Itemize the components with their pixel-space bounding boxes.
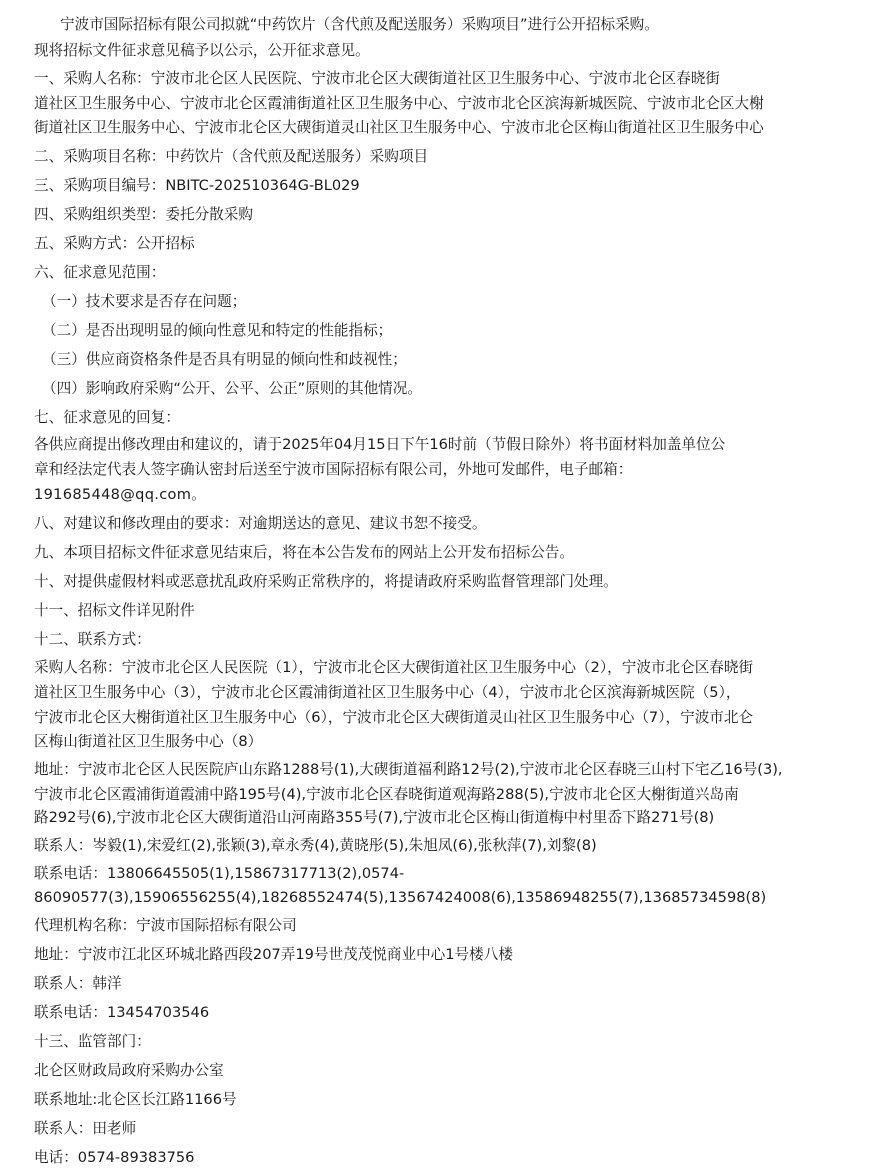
purchaser-address-line: 路292号(6),宁波市北仑区大碶街道沿山河南路355号(7),宁波市北仑区梅山街道梅中村里岙下路271号(8) [34, 809, 715, 826]
agency-contact: 联系人：韩洋 [34, 975, 122, 992]
reply-line: 章和经法定代表人签字确认密封后送至宁波市国际招标有限公司，外地可发邮件，电子邮箱： [34, 461, 633, 478]
reply-email: 191685448@qq.com。 [34, 486, 207, 503]
purchaser-names-line: 一、采购人名称：宁波市北仑区人民医院、宁波市北仑区大碶街道社区卫生服务中心、宁波市北仑区春晓街 [34, 70, 720, 87]
purchaser-contacts: 联系人：岑毅(1),宋爱红(2),张颖(3),章永秀(4),黄晓彤(5),朱旭凤(6),张秋萍(7),刘黎(8) [34, 837, 597, 854]
requirements-line: 八、对建议和修改理由的要求：对逾期送达的意见、建议书恕不接受。 [34, 515, 487, 532]
purchaser-contact-line: 宁波市北仑区大榭街道社区卫生服务中心（6），宁波市北仑区大碶街道灵山社区卫生服务中心（7），宁波市北仑 [34, 709, 754, 726]
attachment-line: 十一、招标文件详见附件 [34, 602, 195, 619]
intro-line: 宁波市国际招标有限公司拟就“中药饮片（含代煎及配送服务）采购项目”进行公开招标采购。 [60, 16, 659, 33]
false-material-line: 十、对提供虚假材料或恶意扰乱政府采购正常秩序的，将提请政府采购监督管理部门处理。 [34, 573, 618, 590]
consultation-scope-item: （二）是否出现明显的倾向性意见和特定的性能指标； [42, 322, 393, 339]
supervision-dept: 北仑区财政局政府采购办公室 [34, 1062, 224, 1079]
consultation-scope-item: （三）供应商资格条件是否具有明显的倾向性和歧视性； [42, 351, 407, 368]
intro-line: 现将招标文件征求意见稿予以公示，公开征求意见。 [34, 42, 370, 59]
purchaser-phones: 86090577(3),15906556255(4),18268552474(5),13567424008(6),13586948255(7),13685734598(8) [34, 889, 767, 906]
consultation-scope-item: （一）技术要求是否存在问题； [42, 293, 247, 310]
supervision-heading: 十三、监管部门： [34, 1033, 151, 1050]
organization-type: 四、采购组织类型：委托分散采购 [34, 206, 253, 223]
purchaser-names-line: 道社区卫生服务中心、宁波市北仑区霞浦街道社区卫生服务中心、宁波市北仑区滨海新城医院、宁波市北仑区大榭 [34, 95, 764, 112]
supervision-address: 联系地址:北仑区长江路1166号 [34, 1091, 237, 1108]
agency-phone: 联系电话：13454703546 [34, 1004, 210, 1021]
purchaser-contact-line: 采购人名称：宁波市北仑区人民医院（1），宁波市北仑区大碶街道社区卫生服务中心（2），宁波市北仑区春晓街 [34, 659, 754, 676]
consultation-scope-heading: 六、征求意见范围： [34, 264, 166, 281]
purchaser-address-line: 宁波市北仑区霞浦街道霞浦中路195号(4),宁波市北仑区春晓街道观海路288(5),宁波市北仑区大榭街道兴岛南 [34, 786, 739, 803]
agency-name: 代理机构名称：宁波市国际招标有限公司 [34, 917, 297, 934]
purchaser-names-line: 街道社区卫生服务中心、宁波市北仑区大碶街道灵山社区卫生服务中心、宁波市北仑区梅山街道社区卫生服务中心 [34, 119, 764, 136]
purchaser-contact-line: 道社区卫生服务中心（3），宁波市北仑区霞浦街道社区卫生服务中心（4），宁波市北仑区滨海新城医院（5）， [34, 684, 741, 701]
contact-heading: 十二、联系方式： [34, 631, 151, 648]
purchaser-phones: 联系电话：13806645505(1),15867317713(2),0574- [34, 865, 405, 882]
reply-heading: 七、征求意见的回复： [34, 409, 180, 426]
purchaser-address-line: 地址：宁波市北仑区人民医院庐山东路1288号(1),大碶街道福利路12号(2),宁波市北仑区春晓三山村下宅乙16号(3), [34, 761, 783, 778]
procurement-method: 五、采购方式：公开招标 [34, 235, 195, 252]
supervision-phone: 电话：0574-89383756 [34, 1149, 195, 1166]
project-name: 二、采购项目名称：中药饮片（含代煎及配送服务）采购项目 [34, 148, 429, 165]
agency-address: 地址：宁波市江北区环城北路西段207弄19号世茂茂悦商业中心1号楼八楼 [34, 946, 513, 963]
purchaser-contact-line: 区梅山街道社区卫生服务中心（8） [34, 733, 263, 750]
publication-line: 九、本项目招标文件征求意见结束后，将在本公告发布的网站上公开发布招标公告。 [34, 544, 574, 561]
supervision-contact: 联系人：田老师 [34, 1120, 137, 1137]
consultation-scope-item: （四）影响政府采购“公开、公平、公正”原则的其他情况。 [42, 380, 422, 397]
project-number: 三、采购项目编号：NBITC-202510364G-BL029 [34, 177, 360, 194]
reply-line: 各供应商提出修改理由和建议的，请于2025年04月15日下午16时前（节假日除外）将书面材料加盖单位公 [34, 436, 726, 453]
